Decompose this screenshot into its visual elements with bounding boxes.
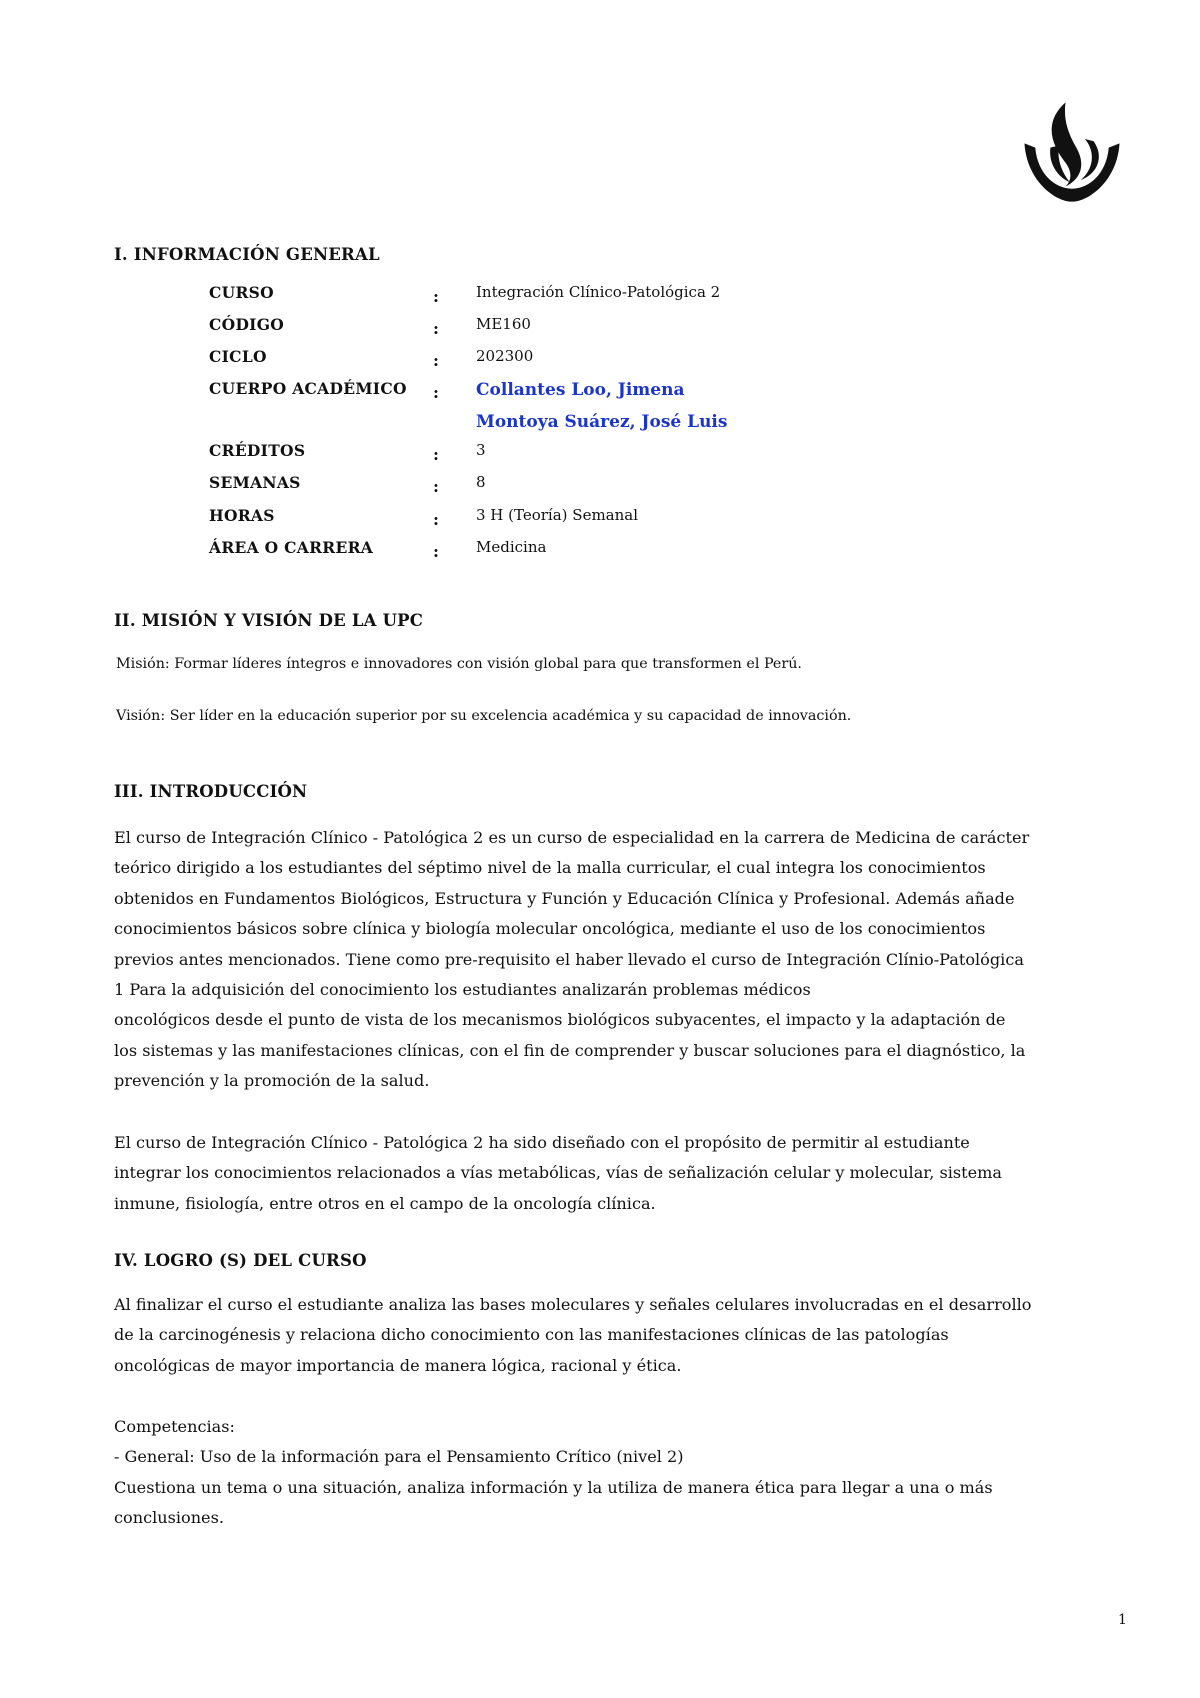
paragraph-line: oncológicas de mayor importancia de manera lógica, racional y ética. xyxy=(114,1355,682,1375)
faculty-member: Montoya Suárez, José Luis xyxy=(476,412,728,432)
info-separator: : xyxy=(433,510,439,529)
info-value: 202300 xyxy=(476,347,534,365)
info-separator: : xyxy=(433,319,439,338)
info-row-area-carrera xyxy=(0,538,1200,568)
logro-paragraph xyxy=(114,1290,1034,1381)
info-row-curso xyxy=(0,283,1200,313)
paragraph-line: Cuestiona un tema o una situación, analiza información y la utiliza de manera ética para llegar a una o más xyxy=(114,1477,993,1497)
mision-text: Misión: Formar líderes íntegros e innovadores con visión global para que transformen el Perú. xyxy=(116,656,802,672)
info-label: ÁREA O CARRERA xyxy=(209,538,374,557)
info-separator: : xyxy=(433,383,439,402)
info-row-semanas xyxy=(0,473,1200,503)
intro-paragraph-2 xyxy=(114,1128,1034,1219)
intro-paragraph-1 xyxy=(114,823,1034,1097)
paragraph-line: inmune, fisiología, entre otros en el campo de la oncología clínica. xyxy=(114,1193,656,1213)
vision-text: Visión: Ser líder en la educación superior por su excelencia académica y su capacidad de innovación. xyxy=(116,708,852,724)
paragraph-line: Competencias: xyxy=(114,1417,235,1436)
section-title-informacion-general: I. INFORMACIÓN GENERAL xyxy=(114,245,380,264)
info-label: CRÉDITOS xyxy=(209,441,306,460)
info-label: CÓDIGO xyxy=(209,315,285,334)
info-value: 8 xyxy=(476,473,486,491)
info-label: CICLO xyxy=(209,347,267,366)
info-row-horas xyxy=(0,506,1200,536)
paragraph-line: obtenidos en Fundamentos Biológicos, Estructura y Función y Educación Clínica y Profesional. Además añade xyxy=(114,888,1015,908)
info-separator: : xyxy=(433,477,439,496)
paragraph-line: El curso de Integración Clínico - Patológica 2 es un curso de especialidad en la carrera de Medicina de carácter xyxy=(114,828,1030,847)
info-label: CURSO xyxy=(209,283,274,302)
info-value: Medicina xyxy=(476,538,547,556)
info-separator: : xyxy=(433,351,439,370)
info-label: CUERPO ACADÉMICO xyxy=(209,379,407,398)
paragraph-line: integrar los conocimientos relacionados a vías metabólicas, vías de señalización celular y molecular, sistema xyxy=(114,1163,1002,1183)
faculty-member: Collantes Loo, Jimena xyxy=(476,380,685,400)
paragraph-line: oncológicos desde el punto de vista de los mecanismos biológicos subyacentes, el impacto y la adaptación de xyxy=(114,1010,1006,1030)
paragraph-line: El curso de Integración Clínico - Patológica 2 ha sido diseñado con el propósito de permitir al estudiante xyxy=(114,1133,970,1152)
info-value: 3 H (Teoría) Semanal xyxy=(476,506,639,524)
competencias-paragraph xyxy=(114,1412,1034,1534)
paragraph-line: teórico dirigido a los estudiantes del séptimo nivel de la malla curricular, el cual integra los conocimientos xyxy=(114,858,986,878)
upc-logo-icon xyxy=(1018,98,1126,206)
section-title-mision-vision: II. MISIÓN Y VISIÓN DE LA UPC xyxy=(114,611,424,630)
paragraph-line: conocimientos básicos sobre clínica y biología molecular oncológica, mediante el uso de los conocimientos xyxy=(114,919,986,939)
info-value: 3 xyxy=(476,441,486,459)
paragraph-line: los sistemas y las manifestaciones clínicas, con el fin de comprender y buscar soluciones para el diagnóstico, la xyxy=(114,1040,1026,1060)
section-title-logro: IV. LOGRO (S) DEL CURSO xyxy=(114,1251,367,1270)
info-row-ciclo xyxy=(0,347,1200,377)
paragraph-line: de la carcinogénesis y relaciona dicho conocimiento con las manifestaciones clínicas de las patologías xyxy=(114,1325,949,1345)
info-separator: : xyxy=(433,287,439,306)
paragraph-line: prevención y la promoción de la salud. xyxy=(114,1071,430,1091)
section-title-introduccion: III. INTRODUCCIÓN xyxy=(114,782,308,801)
info-value: Integración Clínico-Patológica 2 xyxy=(476,283,721,301)
info-separator: : xyxy=(433,542,439,561)
info-row-codigo xyxy=(0,315,1200,345)
info-row-creditos xyxy=(0,441,1200,471)
info-separator: : xyxy=(433,445,439,464)
paragraph-line: - General: Uso de la información para el Pensamiento Crítico (nivel 2) xyxy=(114,1447,684,1467)
paragraph-line: previos antes mencionados. Tiene como pre-requisito el haber llevado el curso de Integración Clínio-Patológica xyxy=(114,949,1024,969)
paragraph-line: Al finalizar el curso el estudiante analiza las bases moleculares y señales celulares involucradas en el desarrollo xyxy=(114,1295,1032,1314)
info-value: ME160 xyxy=(476,315,531,333)
paragraph-line: 1 Para la adquisición del conocimiento los estudiantes analizarán problemas médicos xyxy=(114,980,811,1000)
info-label: HORAS xyxy=(209,506,275,525)
info-label: SEMANAS xyxy=(209,473,301,492)
page-number: 1 xyxy=(1118,1612,1127,1628)
paragraph-line: conclusiones. xyxy=(114,1508,224,1528)
